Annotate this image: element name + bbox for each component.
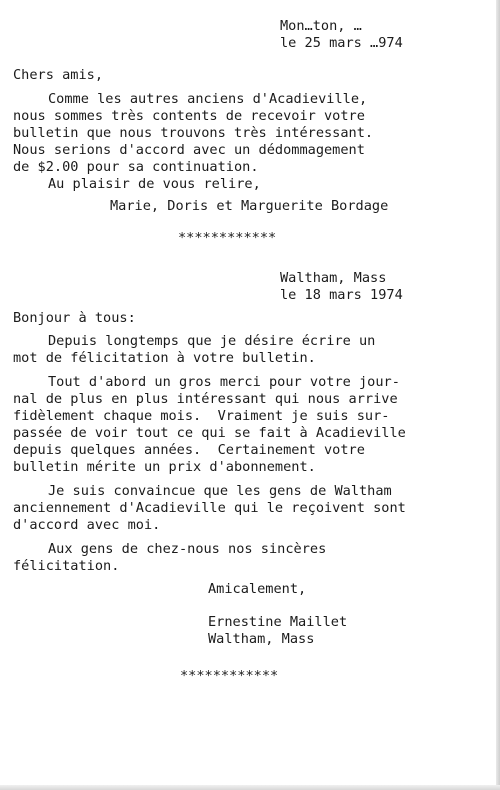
letter1-closing: Au plaisir de vous relire,	[48, 176, 261, 192]
letter2-p2-line: fidèlement chaque mois. Vraiment je suis sur-	[13, 408, 390, 424]
letter2-p4-line: Aux gens de chez-nous nos sincères	[48, 541, 327, 557]
letter2-greeting: Bonjour à tous:	[13, 310, 136, 326]
page-edge	[496, 0, 500, 790]
letter1-body-line: bulletin que nous trouvons très intéressant.	[13, 125, 374, 141]
letter1-body-line: Nous serions d'accord avec un dédommagement	[13, 142, 365, 158]
letter2-p2-line: passée de voir tout ce qui se fait à Acadieville	[13, 425, 406, 441]
letter2-p2-line: nal de plus en plus intéressant qui nous arrive	[13, 391, 398, 407]
letter1-greeting: Chers amis,	[13, 67, 104, 83]
letter2-p3-line: d'accord avec moi.	[13, 517, 161, 533]
page-bottom-edge	[0, 785, 500, 790]
separator: ************	[180, 668, 279, 684]
letter1-body-line: de $2.00 pour sa continuation.	[13, 159, 259, 175]
letter2-date: le 18 mars 1974	[280, 287, 403, 303]
letter2-p1-line: mot de félicitation à votre bulletin.	[13, 350, 316, 366]
letter2-p2-line: bulletin mérite un prix d'abonnement.	[13, 459, 316, 475]
letter2-signature-name: Ernestine Maillet	[208, 614, 348, 630]
letter1-place: Mon…ton, …	[280, 18, 362, 34]
letter1-date: le 25 mars …974	[280, 35, 403, 51]
letter2-p2-line: depuis quelques années. Certainement votre	[13, 442, 365, 458]
letter2-signature-place: Waltham, Mass	[208, 631, 315, 647]
letter1-body-line: Comme les autres anciens d'Acadieville,	[48, 91, 368, 107]
letter2-p4-line: félicitation.	[13, 558, 120, 574]
letter2-place: Waltham, Mass	[280, 270, 387, 286]
separator: ************	[178, 230, 277, 246]
letter2-p3-line: Je suis convaincue que les gens de Waltham	[48, 483, 392, 499]
letter2-p2-line: Tout d'abord un gros merci pour votre jour-	[48, 374, 400, 390]
letter2-p3-line: anciennement d'Acadieville qui le reçoivent sont	[13, 500, 406, 516]
letter2-closing: Amicalement,	[208, 581, 307, 597]
letter2-p1-line: Depuis longtemps que je désire écrire un	[48, 333, 376, 349]
letter1-signature: Marie, Doris et Marguerite Bordage	[110, 198, 389, 214]
letter1-body-line: nous sommes très contents de recevoir votre	[13, 108, 365, 124]
